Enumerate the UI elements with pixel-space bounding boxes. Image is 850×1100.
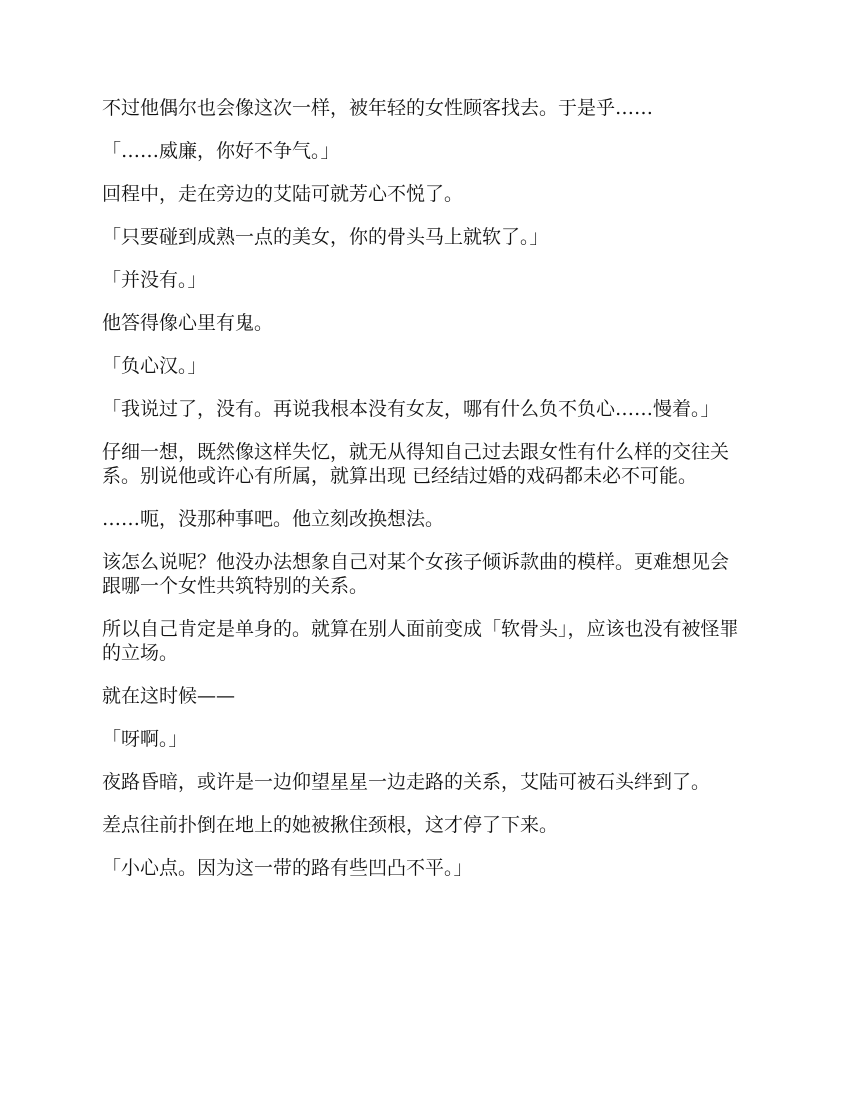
paragraph-11: 该怎么说呢？他没办法想象自己对某个女孩子倾诉款曲的模样。更难想见会跟哪一个女性共筑特别的关系。 bbox=[102, 551, 730, 597]
paragraph-4: 「只要碰到成熟一点的美女，你的骨头马上就软了。」 bbox=[102, 226, 549, 248]
paragraph-14: 「呀啊。」 bbox=[102, 728, 188, 750]
paragraph-15: 夜路昏暗，或许是一边仰望星星一边走路的关系，艾陆可被石头绊到了。 bbox=[102, 771, 711, 793]
paragraph-17: 「小心点。因为这一带的路有些凹凸不平。」 bbox=[102, 857, 473, 879]
paragraph-6: 他答得像心里有鬼。 bbox=[102, 312, 274, 334]
paragraph-13: 就在这时候—— bbox=[102, 685, 236, 707]
paragraph-1: 不过他偶尔也会像这次一样，被年轻的女性顾客找去。于是乎…… bbox=[102, 97, 654, 119]
paragraph-9: 仔细一想，既然像这样失忆，就无从得知自己过去跟女性有什么样的交往关系。别说他或许心有所属，就算出现 已经结过婚的戏码都未必不可能。 bbox=[102, 441, 730, 487]
document-page bbox=[102, 96, 742, 899]
paragraph-8: 「我说过了，没有。再说我根本没有女友，哪有什么负不负心……慢着。」 bbox=[102, 398, 720, 420]
paragraph-7: 「负心汉。」 bbox=[102, 355, 207, 377]
paragraph-12: 所以自己肯定是单身的。就算在别人面前变成「软骨头」，应该也没有被怪罪的立场。 bbox=[102, 618, 739, 664]
paragraph-16: 差点往前扑倒在地上的她被揪住颈根，这才停了下来。 bbox=[102, 814, 559, 836]
paragraph-10: ……呃，没那种事吧。他立刻改换想法。 bbox=[102, 508, 445, 530]
paragraph-2: 「……威廉，你好不争气。」 bbox=[102, 140, 340, 162]
paragraph-3: 回程中，走在旁边的艾陆可就芳心不悦了。 bbox=[102, 183, 464, 205]
paragraph-5: 「并没有。」 bbox=[102, 269, 207, 291]
